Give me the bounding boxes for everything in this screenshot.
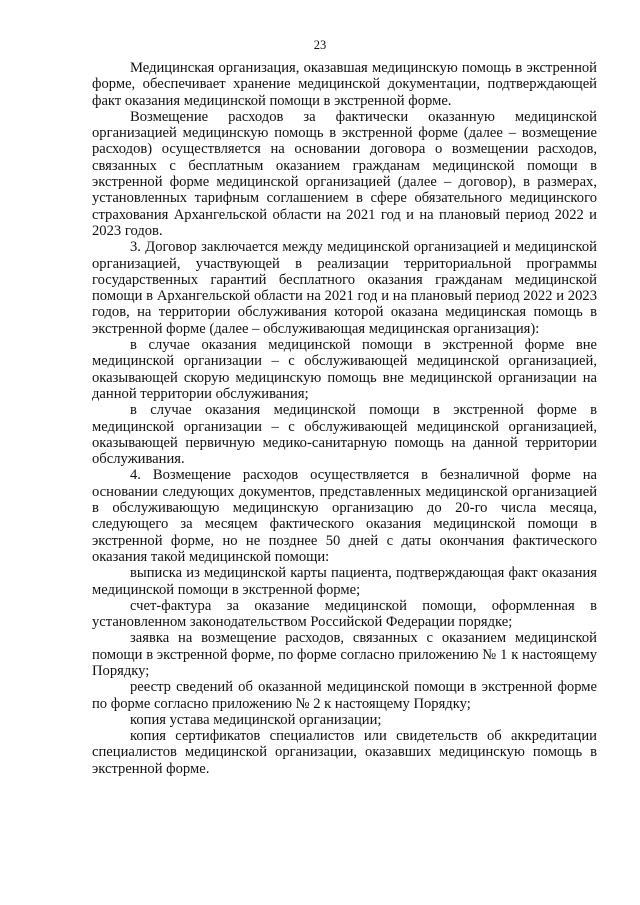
paragraph-2: Возмещение расходов за фактически оказанную медицинской организацией медицинскую помощь в экстренной форме (далее – возмещение расходов) осуществляется на основании договора о возмещении расходов, связанных с бесплатным оказанием гражданам медицинской помощи в экстренной форме медицинской организацией (далее – договор), в размерах, установленных тарифным соглашением в сфере обязательного медицинского страхования Архангельской области на 2021 год и на плановый период 2022 и 2023 годов.: [92, 108, 597, 239]
paragraph-5: в случае оказания медицинской помощи в экстренной форме в медицинской организации – с обслуживающей медицинской организацией, оказывающей первичную медико-санитарную помощь на данной территории обслуживания.: [92, 402, 597, 468]
paragraph-8: счет-фактура за оказание медицинской помощи, оформленная в установленном законодательством Российской Федерации порядке;: [92, 597, 597, 631]
paragraph-9: заявка на возмещение расходов, связанных с оказанием медицинской помощи в экстренной форме, по форме согласно приложению № 1 к настоящему Порядку;: [92, 630, 597, 679]
paragraph-3: 3. Договор заключается между медицинской организацией и медицинской организацией, участвующей в реализации территориальной программы государственных гарантий бесплатного оказания гражданам медицинской помощи в Архангельской области на 2021 год и на плановый период 2022 и 2023 годов, на территории обслуживания которой оказана медицинская помощь в экстренной форме (далее – обслуживающая медицинская организация):: [92, 239, 597, 337]
paragraph-6: 4. Возмещение расходов осуществляется в безналичной форме на основании следующих документов, представленных медицинской организацией в обслуживающую медицинскую организацию до 20-го числа месяца, следующего за месяцем фактического оказания медицинской помощи в экстренной форме, но не позднее 50 дней с даты окончания фактического оказания такой медицинской помощи:: [92, 467, 597, 565]
paragraph-12: копия сертификатов специалистов или свидетельств об аккредитации специалистов медицинской организации, оказавших медицинскую помощь в экстренной форме.: [92, 728, 597, 777]
paragraph-10: реестр сведений об оказанной медицинской помощи в экстренной форме по форме согласно приложению № 2 к настоящему Порядку;: [92, 679, 597, 712]
page-number: 23: [313, 38, 327, 52]
paragraph-1: Медицинская организация, оказавшая медицинскую помощь в экстренной форме, обеспечивает хранение медицинской документации, подтверждающей факт оказания медицинской помощи в экстренной форме.: [92, 60, 597, 109]
paragraph-7: выписка из медицинской карты пациента, подтверждающая факт оказания медицинской помощи в экстренной форме;: [92, 565, 597, 598]
paragraph-4: в случае оказания медицинской помощи в экстренной форме вне медицинской организации – с обслуживающей медицинской организацией, оказывающей скорую медицинскую помощь вне медицинской организации на данной территории обслуживания;: [92, 337, 597, 402]
paragraph-11: копия устава медицинской организации;: [130, 711, 382, 728]
document-body: [92, 60, 597, 777]
